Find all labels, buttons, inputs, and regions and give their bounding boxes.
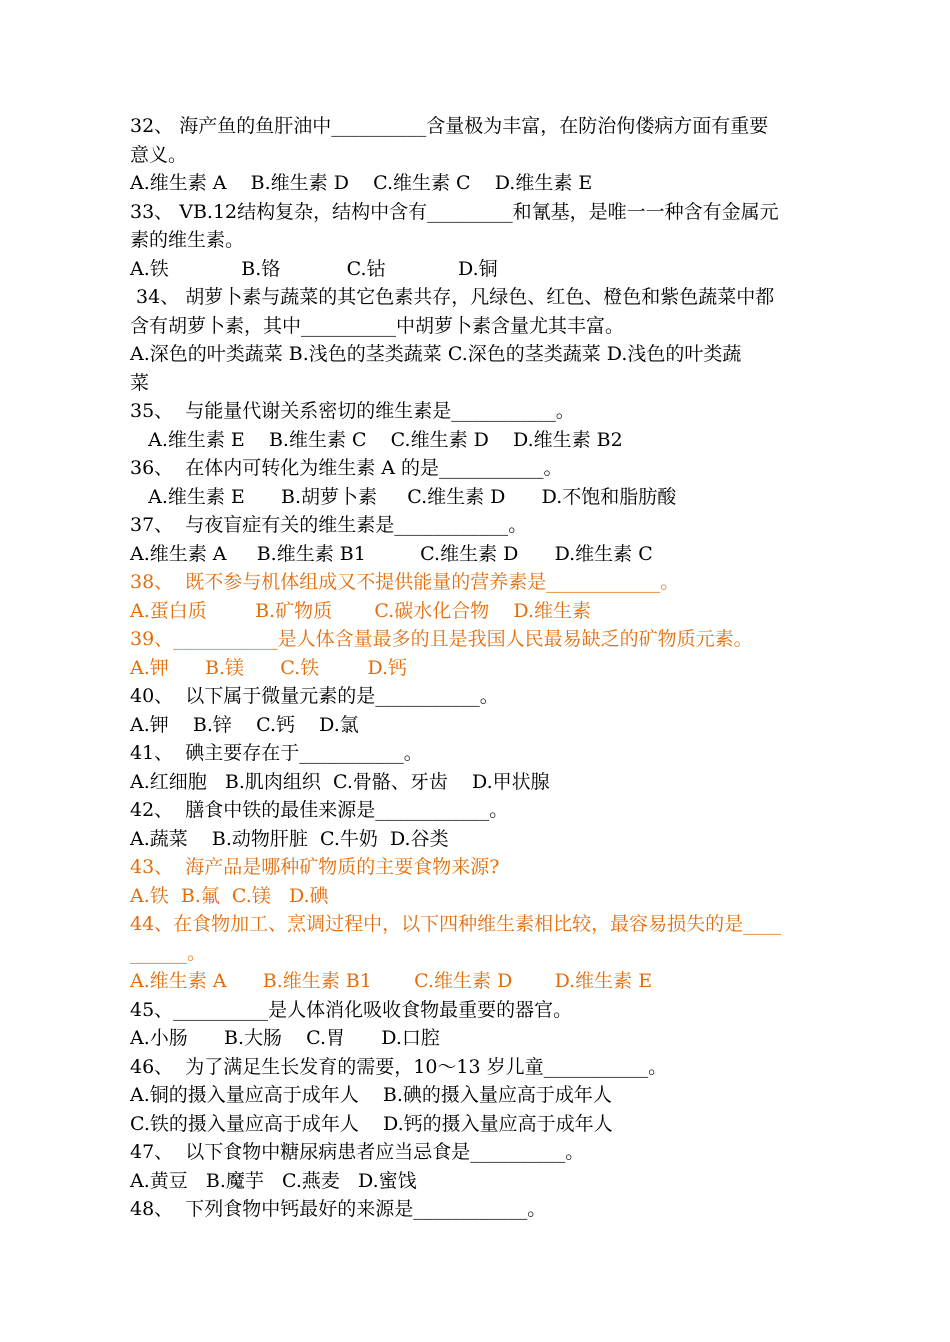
text-line: A.钾 B.锌 C.钙 D.氯 <box>130 713 359 736</box>
text-line: A.钾 B.镁 C.铁 D.钙 <box>130 656 408 679</box>
text-line: A.铜的摄入量应高于成年人 B.碘的摄入量应高于成年人 <box>130 1084 612 1106</box>
question-list <box>130 112 850 1224</box>
text-line: 39、___________是人体含量最多的且是我国人民最易缺乏的矿物质元素。 <box>130 628 753 650</box>
text-line: A.深色的叶类蔬菜 B.浅色的茎类蔬菜 C.深色的茎类蔬菜 D.浅色的叶类蔬 <box>130 343 742 365</box>
text-line: 42、 膳食中铁的最佳来源是____________。 <box>130 799 509 821</box>
text-line: A.维生素 E B.胡萝卜素 C.维生素 D D.不饱和脂肪酸 <box>130 485 677 508</box>
text-line: 菜 <box>130 371 150 394</box>
text-line: 37、 与夜盲症有关的维生素是____________。 <box>130 514 528 536</box>
text-line: 48、 下列食物中钙最好的来源是____________。 <box>130 1198 547 1220</box>
text-line: 意义。 <box>130 143 188 166</box>
text-line: 32、 海产鱼的鱼肝油中__________含量极为丰富，在防治佝偻病方面有重要 <box>130 115 769 137</box>
text-line: A.红细胞 B.肌肉组织 C.骨骼、牙齿 D.甲状腺 <box>130 770 550 793</box>
text-line: A.维生素 A B.维生素 B1 C.维生素 D D.维生素 E <box>130 970 653 992</box>
text-line: 35、 与能量代谢关系密切的维生素是___________。 <box>130 400 575 422</box>
text-line: 含有胡萝卜素，其中__________中胡萝卜素含量尤其丰富。 <box>130 314 625 337</box>
text-line: 43、 海产品是哪种矿物质的主要食物来源? <box>130 856 500 878</box>
text-line: A.维生素 E B.维生素 C C.维生素 D D.维生素 B2 <box>130 428 623 451</box>
text-line: 素的维生素。 <box>130 229 245 251</box>
text-line: 46、 为了满足生长发育的需要，10～13 岁儿童___________。 <box>130 1055 668 1078</box>
text-line: A.铁 B.氟 C.镁 D.碘 <box>130 884 329 907</box>
text-line: A.维生素 A B.维生素 B1 C.维生素 D D.维生素 C <box>130 542 653 565</box>
text-line: ______。 <box>130 941 207 964</box>
text-line: 34、 胡萝卜素与蔬菜的其它色素共存，凡绿色、红色、橙色和紫色蔬菜中都 <box>130 286 775 308</box>
text-line: 36、 在体内可转化为维生素 A 的是___________。 <box>130 457 563 479</box>
text-line: A.维生素 A B.维生素 D C.维生素 C D.维生素 E <box>130 172 593 194</box>
text-line: 41、 碘主要存在于___________。 <box>130 742 423 764</box>
text-line: A.蛋白质 B.矿物质 C.碳水化合物 D.维生素 <box>130 599 592 622</box>
text-line: 38、 既不参与机体组成又不提供能量的营养素是____________。 <box>130 571 680 593</box>
text-line: 33、 VB.12结构复杂，结构中含有_________和氰基，是唯一一种含有金属元 <box>130 200 779 223</box>
text-line: A.铁 B.铬 C.钴 D.铜 <box>130 257 498 280</box>
text-line: 44、在食物加工、烹调过程中，以下四种维生素相比较，最容易损失的是____ <box>130 913 782 935</box>
text-line: A.蔬菜 B.动物肝脏 C.牛奶 D.谷类 <box>130 827 449 850</box>
text-line: A.黄豆 B.魔芋 C.燕麦 D.蜜饯 <box>130 1169 417 1192</box>
text-line: A.小肠 B.大肠 C.胃 D.口腔 <box>130 1027 440 1049</box>
text-line: 45、__________是人体消化吸收食物最重要的器官。 <box>130 998 573 1021</box>
text-line: 47、 以下食物中糖尿病患者应当忌食是__________。 <box>130 1141 585 1163</box>
text-line: 40、 以下属于微量元素的是___________。 <box>130 685 499 707</box>
text-line: C.铁的摄入量应高于成年人 D.钙的摄入量应高于成年人 <box>130 1112 613 1135</box>
